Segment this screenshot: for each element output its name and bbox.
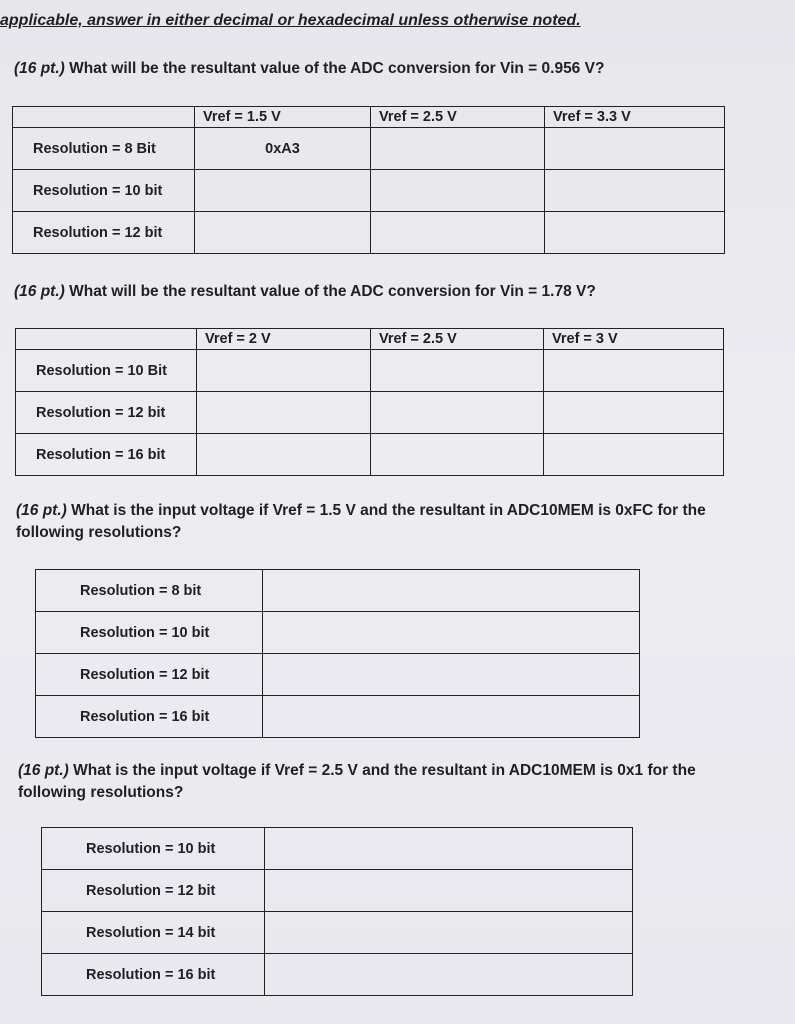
table-row [36,654,640,696]
table-row [42,912,633,954]
answer-cell[interactable] [195,170,371,212]
row-label: Resolution = 10 bit [36,612,263,654]
question-4-text: What is the input voltage if Vref = 2.5 V and the resultant in ADC10MEM is 0x1 for the following resolutions? [18,762,696,801]
table-row [36,570,640,612]
q1-corner-cell [13,107,195,128]
question-4 [18,760,738,804]
answer-cell[interactable] [371,392,544,434]
answer-cell[interactable] [371,350,544,392]
q4-table [41,827,633,996]
answer-cell[interactable] [263,570,640,612]
q2-corner-cell [16,329,197,350]
row-label: Resolution = 16 bit [16,434,197,476]
question-4-points: (16 pt.) [18,762,69,779]
answer-cell[interactable] [197,350,371,392]
question-1 [14,58,784,80]
answer-cell[interactable]: 0xA3 [195,128,371,170]
q3-table [35,569,640,738]
answer-cell[interactable] [265,954,633,996]
row-label: Resolution = 8 Bit [13,128,195,170]
answer-cell[interactable] [371,170,545,212]
table-row [16,392,724,434]
q1-col-header: Vref = 3.3 V [545,107,725,128]
row-label: Resolution = 16 bit [36,696,263,738]
answer-cell[interactable] [544,350,724,392]
q1-table [12,106,725,254]
question-3-points: (16 pt.) [16,502,67,519]
answer-cell[interactable] [371,128,545,170]
table-row [13,128,725,170]
question-2 [14,281,784,303]
answer-cell[interactable] [263,612,640,654]
row-label: Resolution = 12 bit [36,654,263,696]
table-row [42,870,633,912]
answer-cell[interactable] [195,212,371,254]
table-row [42,954,633,996]
instructions-header: applicable, answer in either decimal or hexadecimal unless otherwise noted. [0,12,581,29]
answer-cell[interactable] [263,696,640,738]
q2-col-header: Vref = 3 V [544,329,724,350]
q1-col-header: Vref = 2.5 V [371,107,545,128]
row-label: Resolution = 8 bit [36,570,263,612]
row-label: Resolution = 14 bit [42,912,265,954]
row-label: Resolution = 12 bit [13,212,195,254]
answer-cell[interactable] [197,434,371,476]
answer-cell[interactable] [544,392,724,434]
row-label: Resolution = 10 bit [42,828,265,870]
answer-cell[interactable] [371,212,545,254]
answer-cell[interactable] [265,870,633,912]
answer-cell[interactable] [371,434,544,476]
answer-cell[interactable] [265,912,633,954]
table-row [42,828,633,870]
q1-col-header: Vref = 1.5 V [195,107,371,128]
q2-header-row [16,329,724,350]
row-label: Resolution = 10 Bit [16,350,197,392]
row-label: Resolution = 10 bit [13,170,195,212]
question-2-points: (16 pt.) [14,283,65,300]
answer-cell[interactable] [545,212,725,254]
question-3-text: What is the input voltage if Vref = 1.5 V and the resultant in ADC10MEM is 0xFC for the following resolutions? [16,502,706,541]
table-row [13,170,725,212]
answer-cell[interactable] [545,170,725,212]
question-1-text: What will be the resultant value of the ADC conversion for Vin = 0.956 V? [69,60,605,77]
table-row [36,612,640,654]
question-3 [16,500,736,544]
q1-header-row [13,107,725,128]
table-row [16,434,724,476]
q2-col-header: Vref = 2 V [197,329,371,350]
answer-cell[interactable] [197,392,371,434]
q2-table [15,328,724,476]
row-label: Resolution = 16 bit [42,954,265,996]
answer-cell[interactable] [263,654,640,696]
table-row [16,350,724,392]
question-1-points: (16 pt.) [14,60,65,77]
row-label: Resolution = 12 bit [16,392,197,434]
answer-cell[interactable] [545,128,725,170]
table-row [36,696,640,738]
answer-cell[interactable] [544,434,724,476]
answer-cell[interactable] [265,828,633,870]
q2-col-header: Vref = 2.5 V [371,329,544,350]
table-row [13,212,725,254]
row-label: Resolution = 12 bit [42,870,265,912]
question-2-text: What will be the resultant value of the ADC conversion for Vin = 1.78 V? [69,283,596,300]
